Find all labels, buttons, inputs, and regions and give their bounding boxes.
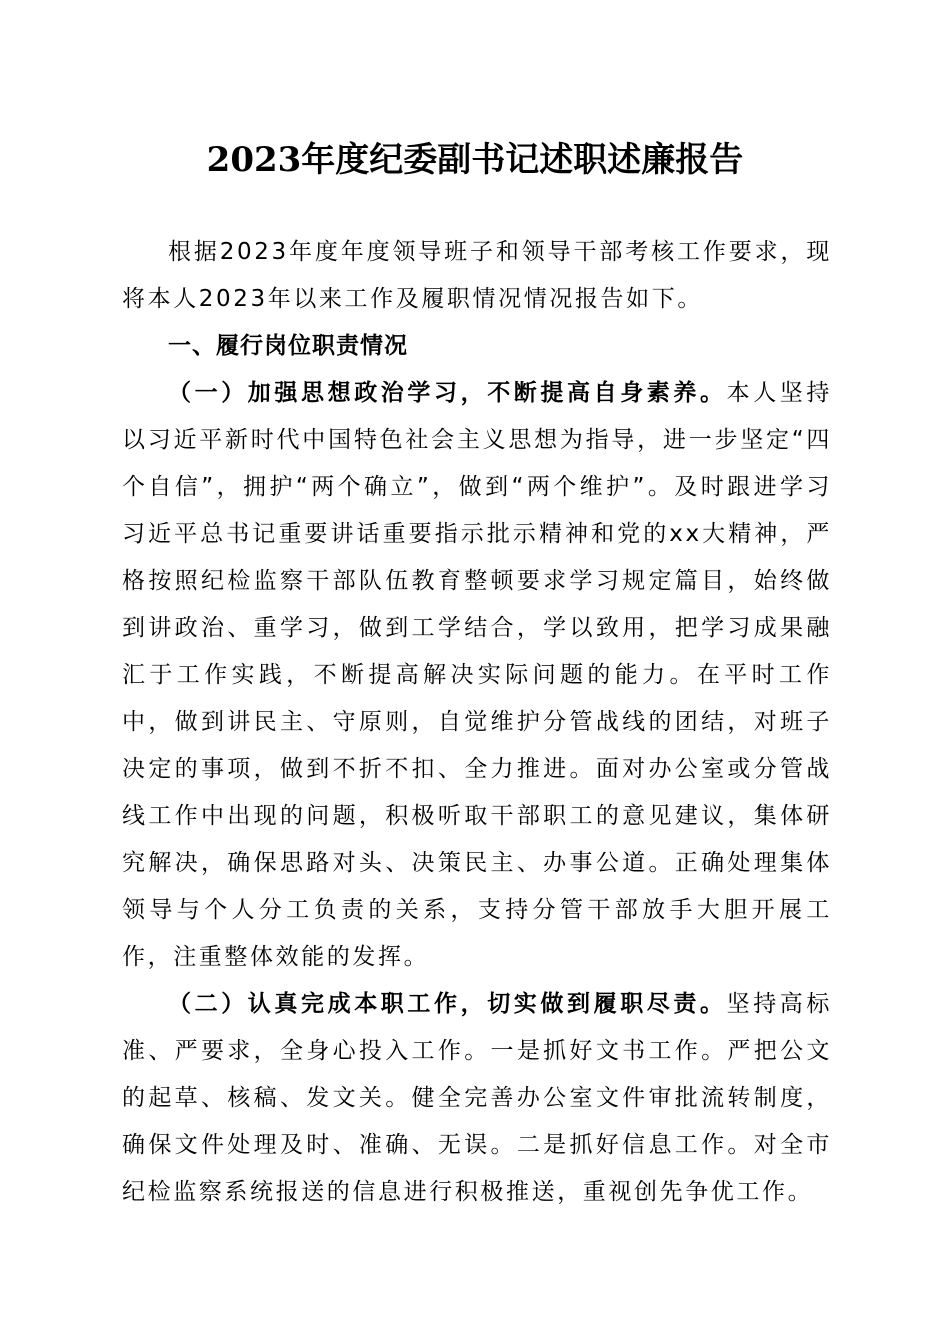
paragraph-1-text: 本人坚持以习近平新时代中国特色社会主义思想为指导，进一步坚定“四个自信”，拥护“两个确立”，做到“两个维护”。及时跟进学习习近平总书记重要讲话重要指示批示精神和党的xx大精神，严格按照纪检监察干部队伍教育整顿要求学习规定篇目，始终做到讲政治、重学习，做到工学结合，学以致用，把学习成果融汇于工作实践，不断提高解决实际问题的能力。在平时工作中，做到讲民主、守原则，自觉维护分管战线的团结，对班子决定的事项，做到不折不扣、全力推进。面对办公室或分管战线工作中出现的问题，积极听取干部职工的意见建议，集体研究解决，确保思路对头、决策民主、办事公道。正确处理集体领导与个人分工负责的关系，支持分管干部放手大胆开展工作，注重整体效能的发挥。 <box>122 380 832 970</box>
section-heading: 一、履行岗位职责情况 <box>168 333 408 359</box>
intro-paragraph: 根据2023年度年度领导班子和领导干部考核工作要求，现将本人2023年以来工作及履职情况情况报告如下。 <box>122 239 832 312</box>
paragraph-2 <box>122 981 832 1216</box>
document-title: 2023年度纪委副书记述职述廉报告 <box>206 140 744 180</box>
document-body <box>122 229 832 1216</box>
paragraph-1 <box>122 370 832 981</box>
paragraph-2-lead: （二）认真完成本职工作，切实做到履职尽责。 <box>168 991 727 1017</box>
paragraph-2-text: 坚持高标准、严要求，全身心投入工作。一是抓好文书工作。严把公文的起草、核稿、发文关。健全完善办公室文件审批流转制度，确保文件处理及时、准确、无误。二是抓好信息工作。对全市纪检监察系统报送的信息进行积极推送，重视创先争优工作。 <box>122 991 832 1205</box>
paragraph-1-lead: （一）加强思想政治学习，不断提高自身素养。 <box>168 380 727 406</box>
